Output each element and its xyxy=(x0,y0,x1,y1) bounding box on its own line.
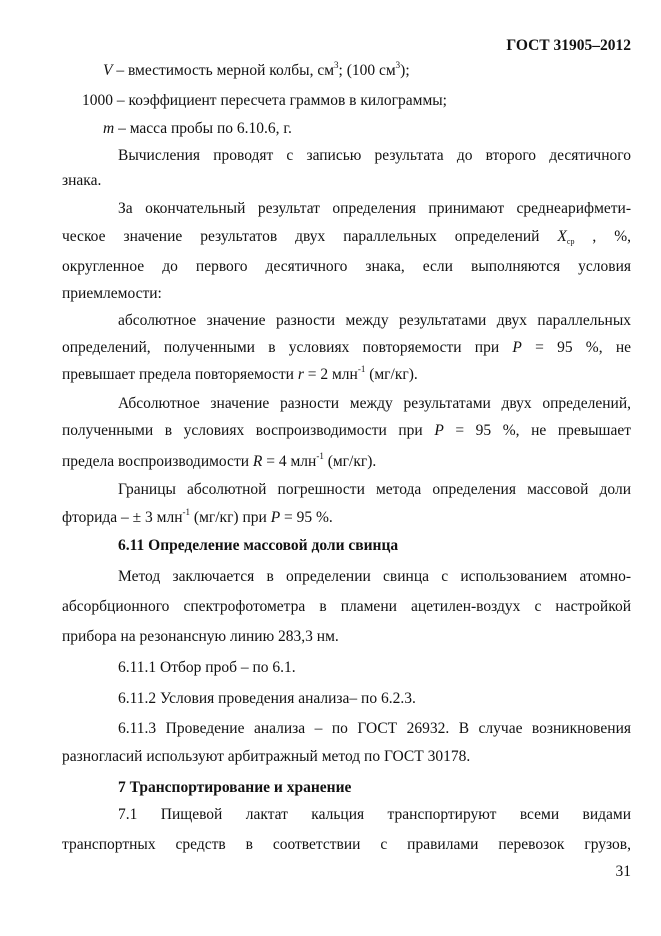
text-run: 7.1 Пищевой лактат кальция транспортируют всеми видами xyxy=(118,806,631,823)
text-run: = 95 %. xyxy=(280,509,333,526)
text-run: прибора на резонансную линию 283,3 нм. xyxy=(62,628,339,645)
paragraph-line xyxy=(118,720,631,738)
text-run: округленное до первого десятичного знака, если выполняются условия xyxy=(62,258,631,275)
paragraph-line xyxy=(118,806,631,824)
section-heading xyxy=(118,779,631,797)
math-symbol: r xyxy=(297,366,304,383)
text-run: абсорбционного спектрофотометра в пламени ацетилен-воздух с настройкой xyxy=(62,598,631,615)
text-run: (мг/кг). xyxy=(323,453,377,470)
text-run: Абсолютное значение разности между результатами двух определений, xyxy=(118,395,631,412)
section-heading xyxy=(118,537,631,555)
superscript: -1 xyxy=(316,451,324,461)
text-run: = 2 млн xyxy=(303,366,358,383)
text-run: – масса пробы по 6.10.6, г. xyxy=(114,120,292,137)
document-header: ГОСТ 31905–2012 xyxy=(506,37,631,54)
paragraph-line xyxy=(62,228,631,246)
text-run: определений, полученными в условиях повторяемости при xyxy=(62,339,513,356)
paragraph-line xyxy=(118,147,631,165)
text-run: Вычисления проводят с записью результата до второго десятичного xyxy=(118,147,631,164)
text-run: 6.11.1 Отбор проб – по 6.1. xyxy=(118,659,296,676)
text-run: ); xyxy=(400,62,410,79)
math-symbol: V xyxy=(103,62,113,79)
text-run: – вместимость мерной колбы, см xyxy=(112,62,335,79)
superscript: -1 xyxy=(357,364,366,374)
paragraph-line xyxy=(62,339,631,357)
definition-v xyxy=(103,62,631,80)
paragraph-line xyxy=(62,285,631,303)
paragraph-line xyxy=(62,258,631,276)
text-run: (мг/кг). xyxy=(365,366,418,383)
text-run: = 95 %, не превышает xyxy=(443,422,632,439)
text-run: предела воспроизводимости xyxy=(62,453,253,470)
text-run: превышает предела повторяемости xyxy=(62,366,298,383)
paragraph-line xyxy=(62,453,631,471)
text-run: За окончательный результат определения принимают среднеарифмети- xyxy=(118,200,631,217)
text-run: 6.11.3 Проведение анализа – по ГОСТ 26932. В случае возникновения xyxy=(118,720,631,737)
paragraph-line xyxy=(62,366,631,384)
paragraph-line xyxy=(118,312,631,330)
superscript: 3 xyxy=(334,60,339,70)
math-symbol: P xyxy=(512,339,522,356)
superscript: 3 xyxy=(395,60,401,70)
text-run: транспортных средств в соответствии с правилами перевозок грузов, xyxy=(62,836,631,853)
text-run: Границы абсолютной погрешности метода определения массовой доли xyxy=(118,481,631,498)
text-run: знака. xyxy=(62,172,102,189)
paragraph-line xyxy=(62,748,631,766)
text-run: , %, xyxy=(574,228,631,245)
paragraph-line xyxy=(118,690,631,708)
text-run: приемлемости: xyxy=(62,285,162,302)
text-run: = 4 млн xyxy=(262,453,317,470)
definition-m xyxy=(103,120,631,138)
paragraph-line xyxy=(118,395,631,413)
paragraph-line xyxy=(118,200,631,218)
text-run: ческое значение результатов двух параллельных определений xyxy=(62,228,558,245)
paragraph-line xyxy=(62,172,631,190)
text-run: абсолютное значение разности между результатами двух параллельных xyxy=(118,312,631,329)
math-symbol: P xyxy=(270,509,281,526)
paragraph-line xyxy=(62,509,631,527)
text-run: (мг/кг) при xyxy=(190,509,271,526)
definition-1000 xyxy=(82,92,631,110)
math-symbol: X xyxy=(557,228,567,245)
paragraph-line xyxy=(118,659,631,677)
text-run: полученными в условиях воспроизводимости при xyxy=(62,422,435,439)
text-run: фторида – ± 3 млн xyxy=(62,509,183,526)
paragraph-line xyxy=(62,836,631,854)
math-symbol: R xyxy=(252,453,263,470)
text-run: ; (100 см xyxy=(338,62,396,79)
paragraph-line xyxy=(62,422,631,440)
text-run: 7 Транспортирование и хранение xyxy=(118,779,352,796)
math-symbol: P xyxy=(434,422,444,439)
text-run: 6.11 Определение массовой доли свинца xyxy=(118,537,399,554)
paragraph-line xyxy=(118,481,631,499)
subscript: ср xyxy=(566,237,575,246)
text-run: разногласий используют арбитражный метод по ГОСТ 30178. xyxy=(62,748,471,765)
text-run: 6.11.2 Условия проведения анализа– по 6.2.3. xyxy=(118,690,416,707)
text-run: 1000 – коэффициент пересчета граммов в килограммы; xyxy=(82,92,447,109)
text-run: = 95 %, не xyxy=(521,339,632,356)
paragraph-line xyxy=(62,598,631,616)
text-run: Метод заключается в определении свинца с использованием атомно- xyxy=(118,568,631,585)
paragraph-line xyxy=(118,568,631,586)
page-number: 31 xyxy=(615,863,631,880)
paragraph-line xyxy=(62,628,631,646)
math-symbol: m xyxy=(103,120,115,137)
superscript: -1 xyxy=(182,507,191,517)
